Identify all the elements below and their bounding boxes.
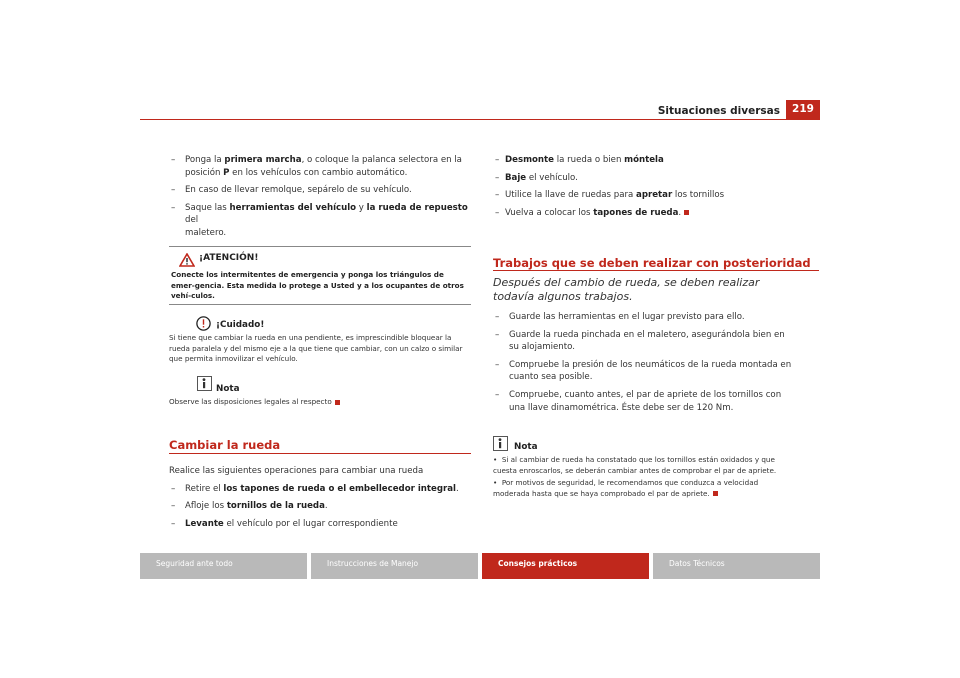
warning-title: ¡ATENCIÓN! xyxy=(199,253,259,263)
warning-text: Conecte los intermitentes de emergencia y ponga los triángulos de emer-gencia. Esta medida lo protege a Usted y a los ocupantes de otros vehí-culos. xyxy=(171,270,464,300)
list-item: – Retire el los tapones de rueda o el embellecedor integral. xyxy=(171,483,459,494)
section-subtitle: Después del cambio de rueda, se deben realizar todavía algunos trabajos. xyxy=(493,276,760,303)
list-item: – Vuelva a colocar los tapones de rueda. xyxy=(493,207,793,220)
list-item: – Saque las herramientas del vehículo y la rueda de repuesto del maletero. xyxy=(171,202,468,238)
heading-cambiar-rueda: Cambiar la rueda xyxy=(169,438,281,452)
list-item: – Utilice la llave de ruedas para apretar los tornillos xyxy=(495,190,725,201)
list-item: – Levante el vehículo por el lugar correspondiente xyxy=(171,518,398,529)
right-steps xyxy=(493,154,793,224)
end-mark-icon xyxy=(335,400,340,405)
list-item: – Ponga la primera marcha, o coloque la palanca selectora en la posición P en los vehículos con cambio automático. xyxy=(171,155,462,178)
list-item: – En caso de llevar remolque, sepárelo de su vehículo. xyxy=(171,185,412,196)
trabajos-list xyxy=(493,311,793,419)
heading-rule xyxy=(493,270,819,271)
note-bullets xyxy=(493,455,778,499)
list-item: – Desmonte la rueda o bien móntela xyxy=(495,155,664,165)
footer-tab-datos[interactable]: Datos Técnicos xyxy=(653,553,820,579)
list-item: – Afloje los tornillos de la rueda. xyxy=(171,501,328,512)
heading-trabajos: Trabajos que se deben realizar con posterioridad xyxy=(493,256,811,270)
bullet-item: • Por motivos de seguridad, le recomendamos que conduzca a velocidad moderada hasta que se haya comprobado el par de apriete. xyxy=(493,478,759,498)
list-item: – Baje el vehículo. xyxy=(495,172,578,183)
footer-tab-consejos[interactable]: Consejos prácticos xyxy=(482,553,649,579)
bullet-item: • Si al cambiar de rueda ha constatado que los tornillos están oxidados y que cuesta enroscarlos, se deberán cambiar antes de comprobar el par de apriete. xyxy=(493,455,777,475)
end-mark-icon xyxy=(684,210,689,215)
caution-icon xyxy=(196,316,211,331)
list-item: – Guarde las herramientas en el lugar previsto para ello. xyxy=(495,312,745,322)
warning-box xyxy=(169,246,471,305)
note-text: Observe las disposiciones legales al respecto xyxy=(169,397,474,408)
caution-text: Si tiene que cambiar la rueda en una pendiente, es imprescindible bloquear la rueda paralela y del mismo eje a la que tiene que cambiar, con un calzo o similar que permita inmovilizar el vehículo. xyxy=(169,333,463,363)
note-icon xyxy=(493,436,508,451)
section-title: Situaciones diversas xyxy=(657,105,780,117)
section-body xyxy=(169,465,479,535)
note-title: Nota xyxy=(514,442,538,452)
left-steps xyxy=(169,154,479,245)
list-item: – Guarde la rueda pinchada en el maletero, asegurándola bien en su alojamiento. xyxy=(495,329,785,353)
list-item: – Compruebe, cuanto antes, el par de apriete de los tornillos con una llave dinamométrica. Éste debe ser de 120 Nm. xyxy=(495,389,782,413)
end-mark-icon xyxy=(713,491,718,496)
heading-rule xyxy=(169,453,471,454)
list-item: – Compruebe la presión de los neumáticos de la rueda montada en cuanto sea posible. xyxy=(495,359,792,383)
page-number: 219 xyxy=(786,100,820,119)
footer-tab-seguridad[interactable]: Seguridad ante todo xyxy=(140,553,307,579)
header-rule xyxy=(140,119,820,120)
intro-text: Realice las siguientes operaciones para cambiar una rueda xyxy=(169,466,424,476)
footer-tab-instrucciones[interactable]: Instrucciones de Manejo xyxy=(311,553,478,579)
note-title: Nota xyxy=(216,384,240,394)
warning-triangle-icon xyxy=(179,253,195,267)
caution-title: ¡Cuidado! xyxy=(216,320,265,330)
note-icon xyxy=(197,376,212,391)
